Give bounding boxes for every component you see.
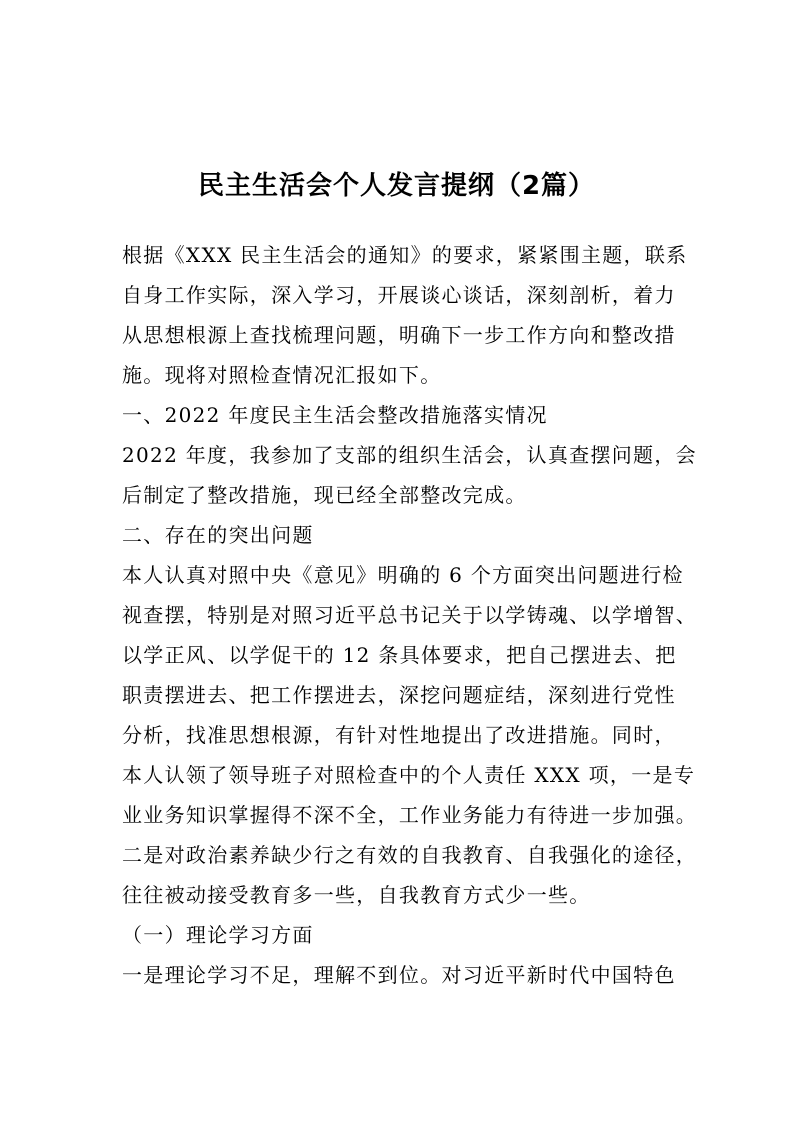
document-title: 民主生活会个人发言提纲（2篇） bbox=[197, 171, 596, 201]
body-line: 一是理论学习不足，理解不到位。对习近平新时代中国特色 bbox=[122, 963, 676, 987]
body-line: 以学正风、以学促干的 12 条具体要求，把自己摆进去、把 bbox=[122, 643, 677, 667]
subsection-heading: （一）理论学习方面 bbox=[122, 923, 314, 947]
section-heading: 一、2022 年度民主生活会整改措施落实情况 bbox=[122, 403, 548, 427]
section-heading: 二、存在的突出问题 bbox=[122, 523, 314, 547]
body-line: 视查摆，特别是对照习近平总书记关于以学铸魂、以学增智、 bbox=[122, 603, 698, 627]
body-line: 自身工作实际，深入学习，开展谈心谈话，深刻剖析，着力 bbox=[122, 283, 676, 307]
body-line: 分析，找准思想根源，有针对性地提出了改进措施。同时， bbox=[122, 723, 676, 747]
body-line: 后制定了整改措施，现已经全部整改完成。 bbox=[122, 483, 527, 507]
body-line: 职责摆进去、把工作摆进去，深挖问题症结，深刻进行党性 bbox=[122, 683, 676, 707]
body-line: 施。现将对照检查情况汇报如下。 bbox=[122, 363, 442, 387]
body-line: 二是对政治素养缺少行之有效的自我教育、自我强化的途径， bbox=[122, 843, 698, 867]
body-line: 本人认领了领导班子对照检查中的个人责任 XXX 项，一是专 bbox=[122, 763, 696, 787]
body-line: 根据《XXX 民主生活会的通知》的要求，紧紧围主题，联系 bbox=[122, 243, 688, 267]
body-line: 本人认真对照中央《意见》明确的 6 个方面突出问题进行检 bbox=[122, 563, 684, 587]
body-line: 往往被动接受教育多一些，自我教育方式少一些。 bbox=[122, 883, 591, 907]
body-line: 业业务知识掌握得不深不全，工作业务能力有待进一步加强。 bbox=[122, 803, 698, 827]
body-line: 2022 年度，我参加了支部的组织生活会，认真查摆问题，会 bbox=[122, 443, 697, 467]
document-body bbox=[122, 235, 698, 995]
body-line: 从思想根源上查找梳理问题，明确下一步工作方向和整改措 bbox=[122, 323, 676, 347]
